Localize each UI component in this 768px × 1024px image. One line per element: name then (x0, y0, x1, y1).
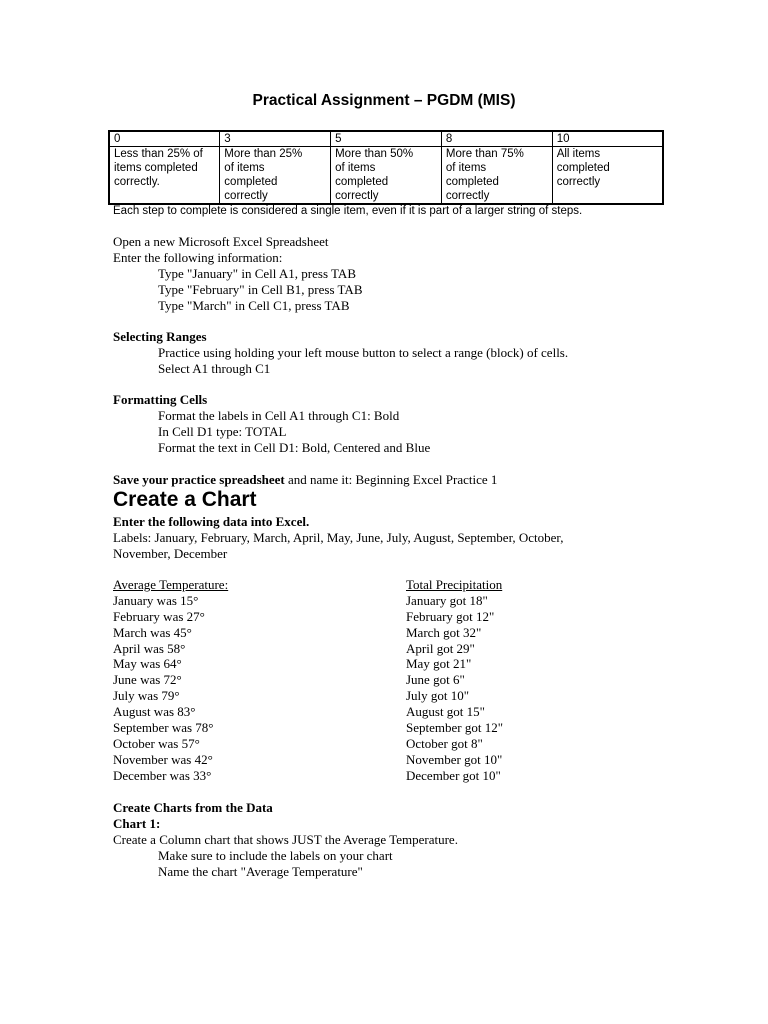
intro-step: Type "March" in Cell C1, press TAB (158, 298, 350, 313)
labels-line: Labels: January, February, March, April, May, June, July, August, September, October, (113, 530, 564, 545)
temperature-item: April was 58° (113, 641, 186, 656)
criterion-line: of items (445, 162, 487, 174)
formatting-step: Format the labels in Cell A1 through C1: Bold (158, 408, 400, 423)
temperature-item: November was 42° (113, 752, 213, 767)
criterion-line: Less than 25% of (114, 148, 203, 160)
rubric-criterion (331, 147, 442, 205)
rubric-criterion (441, 147, 552, 205)
formatting-step: Format the text in Cell D1: Bold, Centered and Blue (158, 440, 431, 455)
temperature-header: Average Temperature: (113, 577, 229, 592)
chart1-step: Name the chart "Average Temperature" (158, 864, 363, 879)
precipitation-item: September got 12" (406, 720, 504, 735)
criterion-line: items completed (114, 162, 198, 174)
criterion-line: completed (335, 176, 389, 188)
create-chart-heading: Create a Chart (113, 488, 257, 511)
temperature-item: December was 33° (113, 768, 212, 783)
criterion-line: of items (335, 162, 376, 174)
precipitation-item: March got 32" (406, 625, 482, 640)
criterion-line: completed (556, 162, 610, 174)
intro-step: Type "February" in Cell B1, press TAB (158, 282, 363, 297)
rubric-criteria-row (109, 147, 663, 205)
rubric-score: 0 (109, 131, 220, 147)
precipitation-item: February got 12" (406, 609, 495, 624)
precipitation-item: January got 18" (406, 593, 488, 608)
selecting-step: Select A1 through C1 (158, 361, 271, 376)
rubric-score-row (109, 131, 663, 147)
save-instruction-rest: and name it: Beginning Excel Practice 1 (284, 472, 498, 487)
criterion-line: correctly (445, 190, 490, 202)
page-title: Practical Assignment – PGDM (MIS) (252, 92, 516, 109)
precipitation-item: October got 8" (406, 736, 483, 751)
intro-line: Open a new Microsoft Excel Spreadsheet (113, 234, 329, 249)
temperature-item: September was 78° (113, 720, 214, 735)
temperature-item: January was 15° (113, 593, 199, 608)
precipitation-item: December got 10" (406, 768, 501, 783)
criterion-line: correctly. (114, 176, 160, 188)
rubric-score: 10 (552, 131, 663, 147)
criterion-line: correctly (335, 190, 379, 202)
precipitation-item: August got 15" (406, 704, 485, 719)
temperature-item: October was 57° (113, 736, 200, 751)
temperature-item: July was 79° (113, 688, 180, 703)
chart-subheading: Enter the following data into Excel. (113, 514, 310, 529)
rubric-score: 5 (331, 131, 442, 147)
chart1-step: Make sure to include the labels on your chart (158, 848, 393, 863)
intro-line: Enter the following information: (113, 250, 283, 265)
criterion-line: of items (224, 162, 265, 174)
precipitation-item: May got 21" (406, 656, 472, 671)
criterion-line: All items (556, 148, 601, 160)
precipitation-item: November got 10" (406, 752, 503, 767)
intro-step: Type "January" in Cell A1, press TAB (158, 266, 356, 281)
temperature-item: June was 72° (113, 672, 182, 687)
chart1-line: Create a Column chart that shows JUST the Average Temperature. (113, 832, 458, 847)
criterion-line: More than 50% (335, 148, 414, 160)
criterion-line: More than 25% (224, 148, 303, 160)
criterion-line: More than 75% (445, 148, 524, 160)
scoring-rubric-table (108, 130, 664, 205)
temperature-item: August was 83° (113, 704, 196, 719)
criterion-line: completed (224, 176, 278, 188)
criterion-line: correctly (556, 176, 601, 188)
formatting-step: In Cell D1 type: TOTAL (158, 424, 287, 439)
labels-line: November, December (113, 546, 228, 561)
selecting-step: Practice using holding your left mouse button to select a range (block) of cells. (158, 345, 569, 360)
criterion-line: completed (445, 176, 499, 188)
rubric-score: 3 (220, 131, 331, 147)
rubric-note: Each step to complete is considered a single item, even if it is part of a larger string of steps. (113, 205, 583, 217)
rubric-score: 8 (441, 131, 552, 147)
precipitation-header: Total Precipitation (406, 577, 503, 592)
temperature-item: May was 64° (113, 656, 182, 671)
section-heading: Formatting Cells (113, 392, 208, 407)
temperature-item: February was 27° (113, 609, 205, 624)
rubric-criterion (552, 147, 663, 205)
save-instruction-bold: Save your practice spreadsheet (113, 472, 285, 487)
precipitation-item: July got 10" (406, 688, 470, 703)
save-instruction (113, 472, 497, 488)
precipitation-item: April got 29" (406, 641, 475, 656)
rubric-criterion (220, 147, 331, 205)
temperature-item: March was 45° (113, 625, 192, 640)
criterion-line: correctly (224, 190, 268, 202)
rubric-criterion (109, 147, 220, 205)
chart1-heading: Chart 1: (113, 816, 161, 831)
precipitation-item: June got 6" (406, 672, 465, 687)
section-heading: Create Charts from the Data (113, 800, 273, 815)
section-heading: Selecting Ranges (113, 329, 207, 344)
